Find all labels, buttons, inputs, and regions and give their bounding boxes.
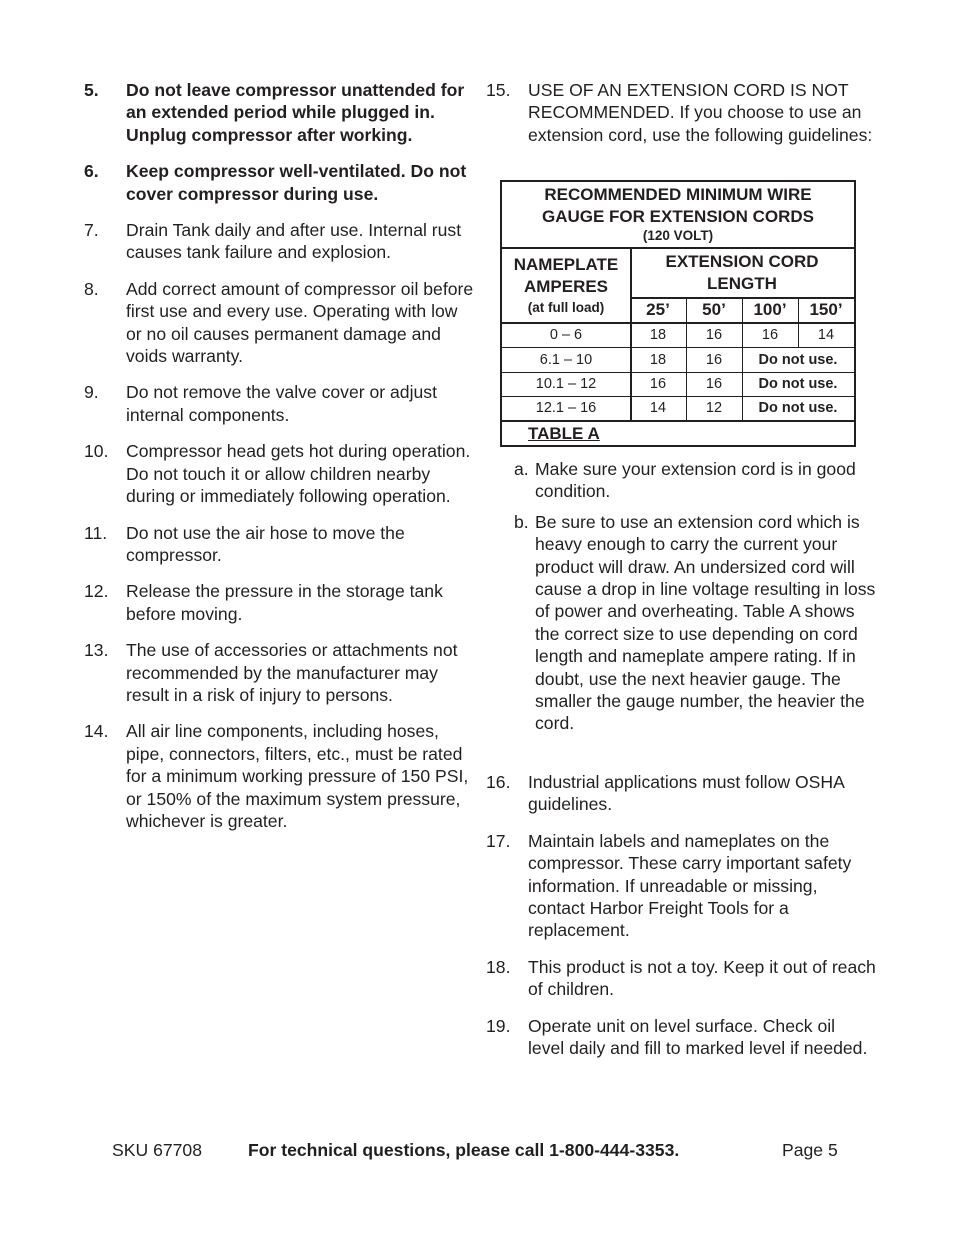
list-item <box>486 830 876 942</box>
item-text: Operate unit on level surface. Check oil level daily and fill to marked level if needed. <box>528 1015 868 1059</box>
list-item <box>84 440 474 507</box>
item-text: Do not use the air hose to move the compressor. <box>126 522 405 565</box>
list-item <box>84 79 474 146</box>
sub-item-text: Make sure your extension cord is in good condition. <box>535 459 856 502</box>
item-text: Compressor head gets hot during operation. Do not touch it or allow children nearby during or immediately following operation. <box>126 441 471 507</box>
list-item <box>84 720 474 832</box>
table-title-block <box>502 184 854 243</box>
list-item <box>84 580 474 625</box>
item-text: Drain Tank daily and after use. Internal rust causes tank failure and explosion. <box>126 220 462 263</box>
nameplate-header-label: NAMEPLATE AMPERES <box>513 255 619 296</box>
item-text: Keep compressor well-ventilated. Do not cover compressor during use. <box>126 161 467 204</box>
footer-support: For technical questions, please call 1-800-444-3353. <box>248 1140 680 1160</box>
gauge-cell: 16 <box>705 352 723 368</box>
item-number: 19. <box>486 1015 511 1036</box>
right-column-lower <box>486 771 876 1073</box>
table-subtitle: (120 VOLT) <box>642 228 714 243</box>
item-number: 5. <box>84 80 99 100</box>
gauge-cell: 16 <box>761 327 779 343</box>
table-caption: TABLE A <box>528 424 600 443</box>
extension-cord-table <box>500 180 856 447</box>
item-number: 11. <box>84 522 108 543</box>
amps-cell: 6.1 – 10 <box>539 352 593 368</box>
item-text: USE OF AN EXTENSION CORD IS NOT RECOMMENDED. If you choose to use an extension cord, use the following guidelines: <box>528 80 873 145</box>
item-number: 18. <box>486 956 511 977</box>
list-item <box>486 79 876 146</box>
item-text: The use of accessories or attachments not recommended by the manufacturer may result in a risk of injury to persons. <box>126 640 458 705</box>
item-number: 7. <box>84 220 99 241</box>
item-text: Release the pressure in the storage tank before moving. <box>126 581 443 624</box>
table-rule <box>502 420 854 422</box>
table-title: RECOMMENDED MINIMUM WIRE GAUGE FOR EXTENSION CORDS <box>541 185 815 226</box>
length-header: EXTENSION CORD LENGTH <box>665 252 819 293</box>
sub-item <box>514 458 876 503</box>
gauge-cell: 16 <box>705 327 723 343</box>
list-item <box>486 1015 876 1060</box>
item-number: 8. <box>84 278 99 299</box>
amps-cell: 12.1 – 16 <box>535 400 597 416</box>
list-item <box>84 160 474 205</box>
footer-sku: SKU 67708 <box>112 1140 202 1160</box>
length-50: 50’ <box>702 300 726 319</box>
gauge-cell: 12 <box>705 400 723 416</box>
amps-cell: 0 – 6 <box>549 327 583 343</box>
nameplate-header-sub: (at full load) <box>527 300 605 315</box>
list-item <box>84 522 474 567</box>
item-text: Maintain labels and nameplates on the compressor. These carry important safety information. If unreadable or missing, contact Harbor Freight Tools for a replacement. <box>528 830 852 941</box>
table-rule <box>502 247 854 249</box>
page-footer <box>0 1139 954 1163</box>
gauge-cell: 18 <box>649 327 667 343</box>
do-not-use-cell: Do not use. <box>758 376 838 392</box>
list-item <box>84 639 474 706</box>
do-not-use-cell: Do not use. <box>758 400 838 416</box>
nameplate-header <box>502 254 630 315</box>
item-text: Do not leave compressor unattended for an extended period while plugged in. Unplug compressor after working. <box>126 80 465 145</box>
amps-cell: 10.1 – 12 <box>535 376 597 392</box>
sub-item-label: a. <box>514 459 529 479</box>
length-150: 150’ <box>809 300 843 319</box>
list-item <box>84 219 474 264</box>
left-column <box>84 79 474 846</box>
length-100: 100’ <box>753 300 787 319</box>
item-text: Add correct amount of compressor oil before first use and every use. Operating with low or no oil causes permanent damage and voids warranty. <box>126 278 474 367</box>
gauge-cell: 16 <box>705 376 723 392</box>
item-number: 14. <box>84 721 109 742</box>
list-item <box>84 278 474 368</box>
item-number: 17. <box>486 830 511 851</box>
sub-item <box>514 511 876 735</box>
item-text: This product is not a toy. Keep it out of reach of children. <box>528 956 876 1000</box>
list-item <box>84 381 474 426</box>
item-number: 10. <box>84 441 109 462</box>
item-number: 6. <box>84 161 99 182</box>
item-number: 13. <box>84 640 109 661</box>
right-column <box>486 79 876 160</box>
item-number: 16. <box>486 772 511 792</box>
item-number: 9. <box>84 382 99 403</box>
gauge-cell: 14 <box>817 327 835 343</box>
gauge-cell: 14 <box>649 400 667 416</box>
do-not-use-cell: Do not use. <box>758 352 838 368</box>
gauge-cell: 18 <box>649 352 667 368</box>
length-25: 25’ <box>646 300 670 319</box>
sub-list <box>514 458 876 743</box>
item-text: Do not remove the valve cover or adjust internal components. <box>126 382 437 425</box>
list-item <box>486 771 876 816</box>
item-text: Industrial applications must follow OSHA guidelines. <box>528 772 844 815</box>
item-number: 15. <box>486 80 511 100</box>
gauge-cell: 16 <box>649 376 667 392</box>
sub-item-label: b. <box>514 511 529 532</box>
sub-item-text: Be sure to use an extension cord which is heavy enough to carry the current your product will draw. An undersized cord will cause a drop in line voltage resulting in loss of power and overheating. Table A shows the correct size to use depending on cord length and nameplate ampere rating. If in doubt, use the next heavier gauge. The smaller the gauge number, the heavier the cord. <box>535 511 876 734</box>
item-number: 12. <box>84 581 109 602</box>
item-text: All air line components, including hoses, pipe, connectors, filters, etc., must be rated for a minimum working pressure of 150 PSI, or 150% of the maximum system pressure, whichever is greater. <box>126 721 469 831</box>
list-item <box>486 956 876 1001</box>
footer-page-number: Page 5 <box>782 1140 838 1160</box>
